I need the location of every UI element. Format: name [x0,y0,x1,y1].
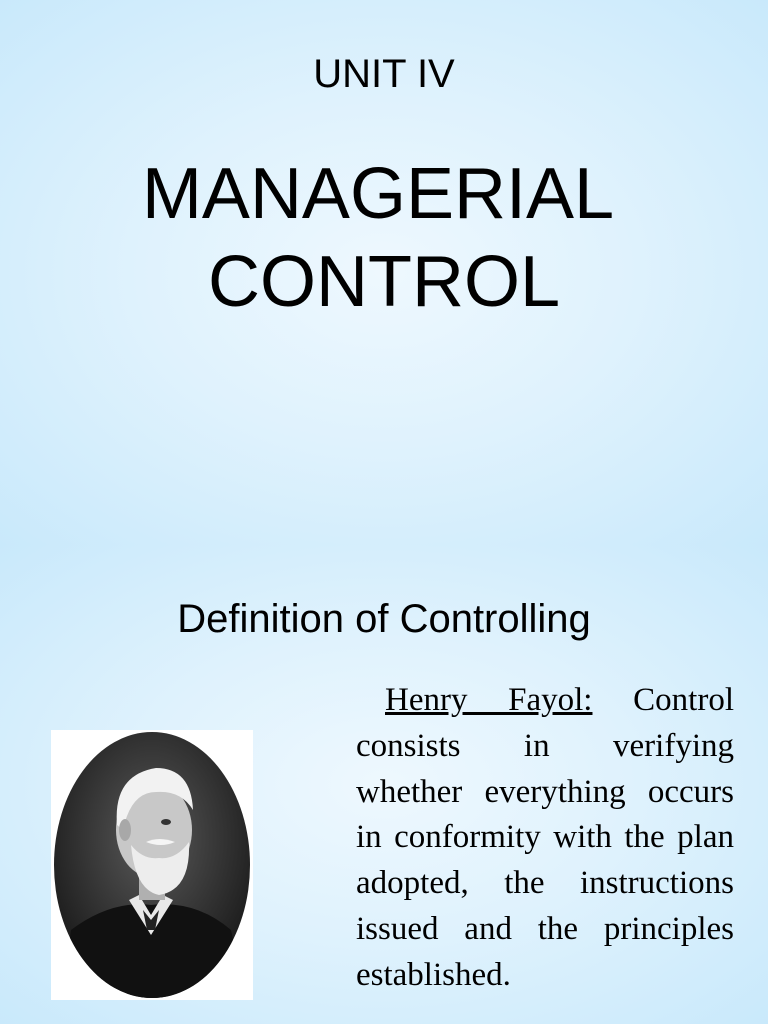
quote-author: Henry Fayol: [385,682,593,718]
main-title-line2: CONTROL [207,242,561,322]
definition-heading: Definition of Controlling [177,597,591,641]
fayol-definition-quote [356,678,734,999]
henry-fayol-portrait-icon [51,730,253,1000]
main-title [0,150,768,326]
main-title-line1: MANAGERIAL [141,154,615,234]
quote-text: Control consists in verifying whether everything occurs in conformity with the plan adopted, the instructions issued and the principles established. [356,682,734,993]
unit-label: UNIT IV [313,52,455,96]
definition-slide [0,545,768,1024]
portrait-image [51,730,253,1000]
